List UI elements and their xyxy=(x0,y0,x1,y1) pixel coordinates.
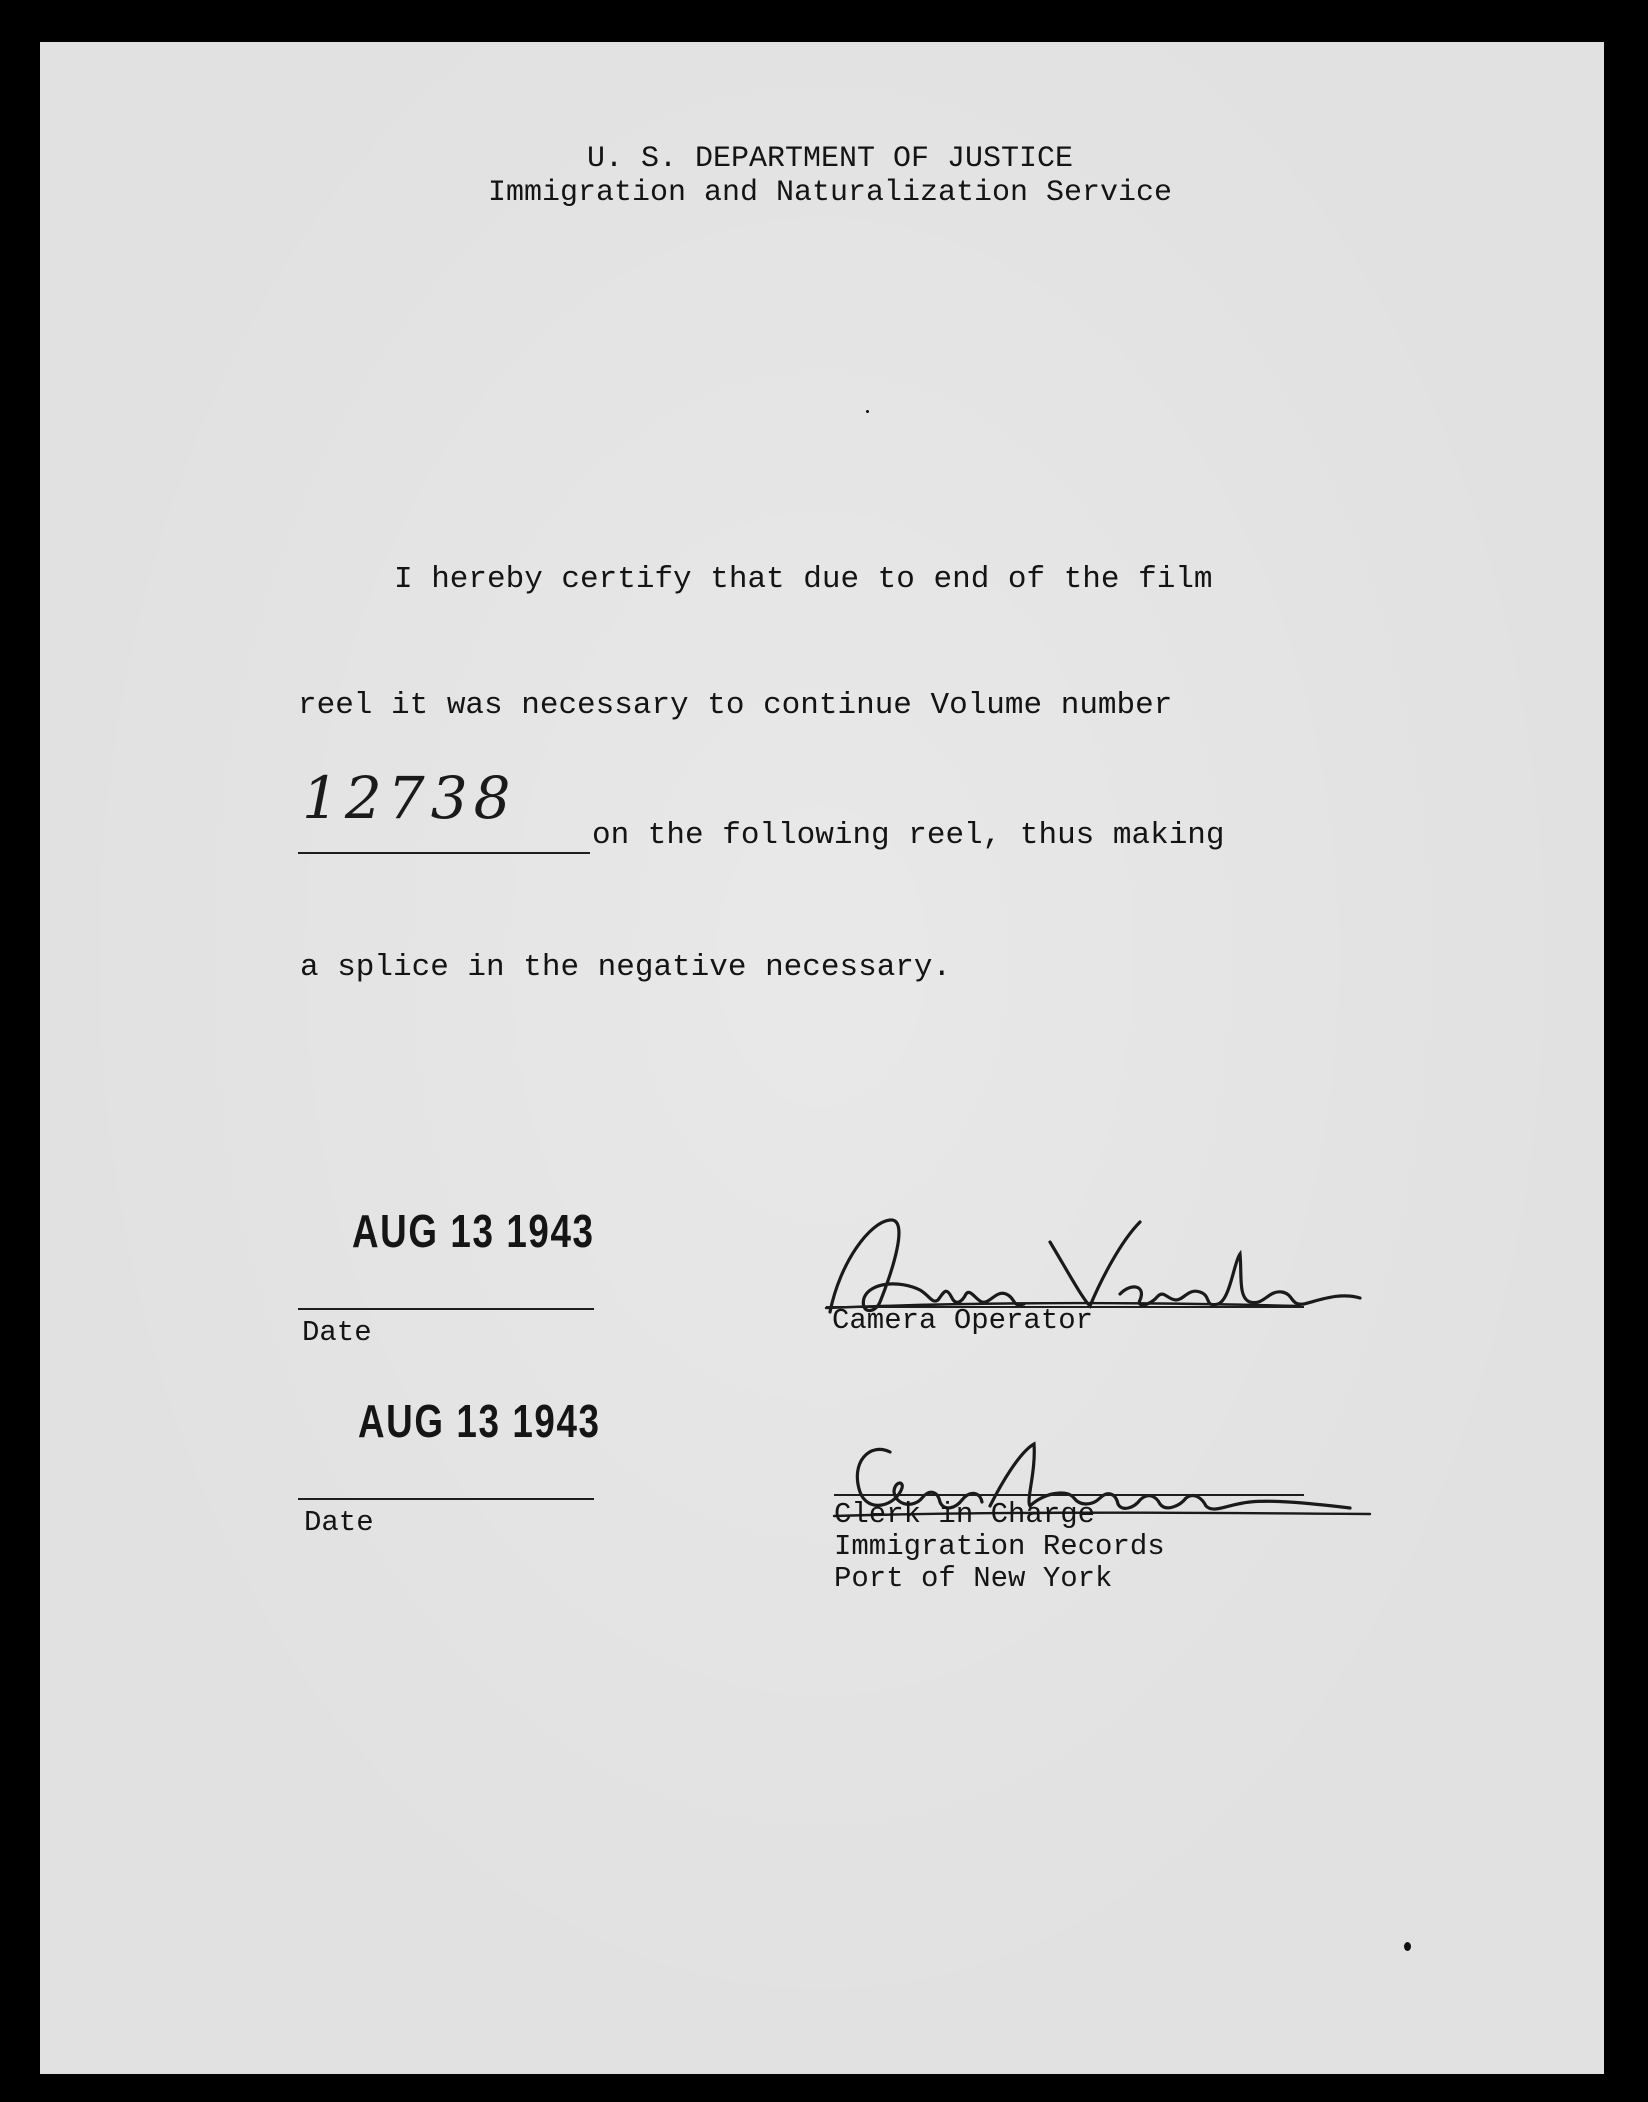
certify-line-2: reel it was necessary to continue Volume number xyxy=(298,688,1173,723)
certify-line-3: on the following reel, thus making xyxy=(592,818,1225,853)
date-label-2: Date xyxy=(304,1506,374,1539)
scan-speck xyxy=(866,410,869,413)
date-underline-1 xyxy=(298,1308,594,1310)
certify-line-1: I hereby certify that due to end of the film xyxy=(394,562,1213,597)
scan-speck xyxy=(1404,1942,1411,1951)
camera-operator-title: Camera Operator xyxy=(832,1304,1094,1337)
clerk-title-line-1: Clerk in Charge xyxy=(834,1498,1096,1531)
volume-number-underline xyxy=(298,852,590,854)
date-underline-2 xyxy=(298,1498,594,1500)
service-subtitle: Immigration and Naturalization Service xyxy=(487,176,1173,210)
clerk-title-line-2: Immigration Records xyxy=(834,1530,1165,1563)
clerk-underline xyxy=(834,1494,1304,1496)
date-label-1: Date xyxy=(302,1316,372,1349)
volume-number-handwritten: 12738 xyxy=(302,764,517,832)
clerk-title-line-3: Port of New York xyxy=(834,1562,1113,1595)
date-stamp-1: AUG 13 1943 xyxy=(352,1205,595,1257)
certify-line-4: a splice in the negative necessary. xyxy=(300,950,952,985)
department-title: U. S. DEPARTMENT OF JUSTICE xyxy=(586,142,1074,176)
paper-sheet xyxy=(40,42,1604,2074)
date-stamp-2: AUG 13 1943 xyxy=(358,1395,601,1447)
